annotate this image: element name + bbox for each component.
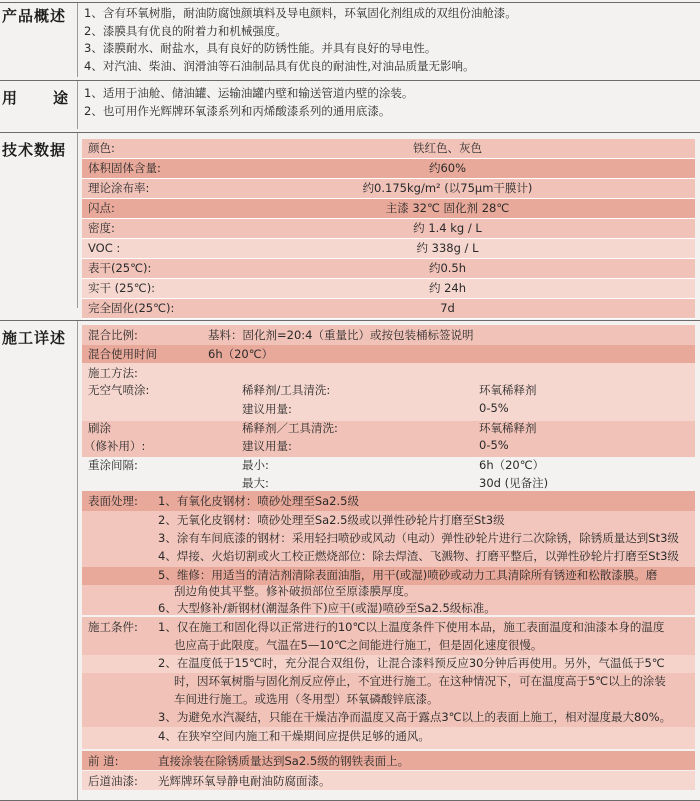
airless-label: 无空气喷涂: xyxy=(88,383,150,397)
surface-line: 刮边角使其平整。修补破损部位至原漆膜厚度。 xyxy=(174,584,416,598)
brush-label-sub: （修补用）: xyxy=(84,439,146,453)
overview-line: 4、对汽油、柴油、润滑油等石油制品具有优良的耐油性,对油品质量无影响。 xyxy=(84,58,475,73)
surface-line: 3、涂有车间底漆的钢材：采用轻扫喷砂或风动（电动）弹性砂轮片进行二次除锈，除锈质量达到St3级 xyxy=(158,531,679,545)
overview-list xyxy=(84,5,694,75)
tech-row: 体积固体含量: 约60% xyxy=(82,159,695,179)
tech-row: 颜色: 铁红色、灰色 xyxy=(82,139,695,159)
overview-line: 3、漆膜耐水、耐盐水，具有良好的防锈性能。并具有良好的导电性。 xyxy=(84,41,437,55)
conditions-line: 4、在狭窄空间内施工和干燥期间应提供足够的通风。 xyxy=(158,729,430,743)
tech-table xyxy=(82,139,695,319)
surface-treatment xyxy=(82,491,695,615)
mix-ratio-value: 基料：固化剂=20:4（重量比）或按包装桶标签说明 xyxy=(208,328,474,342)
application-conditions xyxy=(82,617,695,749)
usage-title: 用 途 xyxy=(2,89,68,107)
conditions-line: 时，因环氧树脂与固化剂反应停止，不宜进行施工。在这种情况下，可在温度高于5℃以上的涂装 xyxy=(174,674,666,688)
tech-title: 技术数据 xyxy=(2,141,67,159)
pot-life-label: 混合使用时间 xyxy=(88,347,157,361)
tech-row: VOC : 约 338g / L xyxy=(82,239,695,259)
previous-coat-value: 直接涂装在除锈质量达到Sa2.5级的钢铁表面上。 xyxy=(158,754,410,768)
overview-title: 产品概述 xyxy=(2,7,67,25)
surface-line: 1、有氧化皮钢材：喷砂处理至Sa2.5级 xyxy=(158,494,359,508)
next-coat-label: 后道油漆: xyxy=(88,774,138,788)
overview-line: 1、含有环氧树脂，耐油防腐蚀颜填料及导电颜料，环氧固化剂组成的双组份油舱漆。 xyxy=(84,6,517,20)
recoat-max-label: 最大: xyxy=(242,476,269,490)
pot-life-value: 6h（20℃） xyxy=(208,347,274,361)
tech-row: 闪点: 主漆 32℃ 固化剂 28℃ xyxy=(82,199,695,219)
tech-row: 完全固化(25℃): 7d xyxy=(82,299,695,319)
tech-row: 表干(25℃): 约0.5h xyxy=(82,259,695,279)
thinner-label-2: 稀释剂／工具清洗: xyxy=(242,421,338,435)
usage-list xyxy=(84,85,694,120)
surface-line: 5、维修：用适当的清洁剂清除表面油脂，用干(或湿)喷砂或动力工具清除所有锈迹和松散漆膜。磨 xyxy=(158,568,658,582)
application-params xyxy=(82,325,695,490)
usage-line: 2、也可用作光辉牌环氧漆系列和丙烯酸漆系列的通用底漆。 xyxy=(84,103,391,118)
amount-value: 0-5% xyxy=(479,401,509,415)
previous-coat-row xyxy=(82,751,695,770)
usage-line: 1、适用于油舱、储油罐、运输油罐内壁和输送管道内壁的涂装。 xyxy=(84,86,414,100)
surface-line: 6、大型修补/新钢材(潮湿条件下)应干(或湿)喷砂至Sa2.5级标准。 xyxy=(158,601,496,615)
surface-line: 4、焊接、火焰切割或火工校正燃烧部位：除去焊渣、飞溅物、打磨平整后，以弹性砂轮片打磨至St3级 xyxy=(158,549,679,563)
overview-section xyxy=(0,2,700,77)
amount-value-2: 0-5% xyxy=(479,438,509,452)
recoat-min-label: 最小: xyxy=(242,458,269,472)
thinner-value-2: 环氧稀释剂 xyxy=(479,421,537,435)
brush-label: 刷涂 xyxy=(88,421,111,435)
surface-line: 2、无氧化皮钢材：喷砂处理至Sa2.5级或以弹性砂轮片打磨至St3级 xyxy=(158,513,505,527)
application-title: 施工详述 xyxy=(2,329,67,347)
recoat-min-value: 6h（20℃） xyxy=(479,458,545,472)
mix-ratio-label: 混合比例: xyxy=(88,328,138,342)
conditions-line: 也应高于此限度。气温在5—10℃之间能进行施工，但是固化速度很慢。 xyxy=(174,638,543,652)
tech-row: 密度: 约 1.4 kg / L xyxy=(82,219,695,239)
overview-line: 2、漆膜具有优良的附着力和机械强度。 xyxy=(84,23,287,38)
method-label: 施工方法: xyxy=(88,366,138,380)
previous-coat-label: 前 道: xyxy=(88,754,119,768)
next-coat-row xyxy=(82,771,695,790)
tech-row: 实干 (25℃): 约 24h xyxy=(82,279,695,299)
application-section xyxy=(0,320,700,801)
conditions-line: 车间进行施工。或选用（冬用型）环氧磷酸锌底漆。 xyxy=(174,692,439,706)
amount-label-2: 建议用量: xyxy=(242,439,292,453)
surface-label: 表面处理: xyxy=(88,494,138,508)
conditions-line: 1、仅在施工和固化得以正常进行的10℃以上温度条件下使用本品，施工表面温度和油漆本身的温度 xyxy=(158,620,665,634)
amount-label: 建议用量: xyxy=(242,402,292,416)
recoat-max-value: 30d (见备注) xyxy=(479,476,549,490)
conditions-line: 3、为避免水汽凝结，只能在干燥洁净而温度又高于露点3℃以上的表面上施工，相对湿度最大80%。 xyxy=(158,710,672,724)
conditions-label: 施工条件: xyxy=(88,620,138,634)
thinner-label: 稀释剂/工具清洗: xyxy=(242,383,331,397)
conditions-line: 2、在温度低于15℃时，充分混合双组份，让混合漆料预反应30分钟后再使用。另外，气温低于5℃ xyxy=(158,656,665,670)
tech-section xyxy=(0,132,700,315)
usage-section xyxy=(0,80,700,129)
recoat-label: 重涂间隔: xyxy=(88,458,138,472)
thinner-value: 环氧稀释剂 xyxy=(479,383,537,397)
tech-row: 理论涂布率: 约0.175kg/m² (以75μm干膜计) xyxy=(82,179,695,199)
next-coat-value: 光辉牌环氧导静电耐油防腐面漆。 xyxy=(158,774,331,788)
